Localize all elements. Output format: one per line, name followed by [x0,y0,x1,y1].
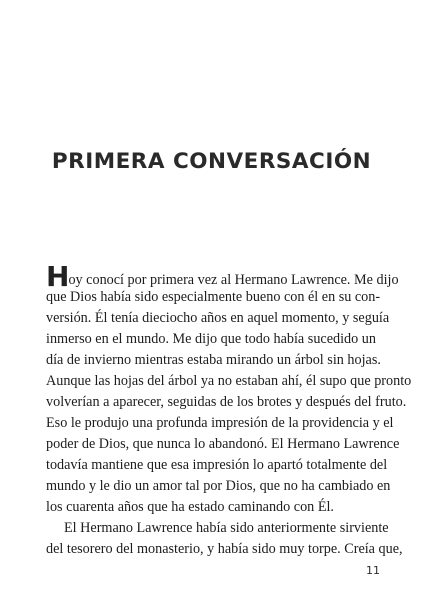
text-line: inmerso en el mundo. Me dijo que todo había sucedido un [46,331,376,347]
text-line: todavía mantiene que esa impresión lo apartó totalmente del [46,457,388,473]
text-line: versión. Él tenía dieciocho años en aquel momento, y seguía [46,310,390,326]
text-line-content: El Hermano Lawrence había sido anteriormente sirviente [64,520,389,536]
text-line: mundo y le dio un amor tal por Dios, que no ha cambiado en [46,478,391,494]
drop-cap: H [46,260,69,293]
text-line: los cuarenta años que ha estado caminando con Él. [46,499,334,515]
text-line: poder de Dios, que nunca lo abandonó. El Hermano Lawrence [46,436,400,452]
text-line-content: oy conocí por primera vez al Hermano Lawrence. Me dijo [68,272,399,288]
text-line: del tesorero del monasterio, y había sido muy torpe. Creía que, [46,541,403,557]
paragraph-1 [46,260,412,518]
text-line: Aunque las hojas del árbol ya no estaban ahí, él supo que pronto [46,373,412,389]
page-number: 11 [366,564,380,577]
text-line [46,518,389,539]
text-line: Eso le produjo una profunda impresión de la providencia y el [46,415,394,431]
chapter-title: PRIMERA CONVERSACIÓN [51,149,372,174]
text-line: día de invierno mientras estaba mirando un árbol sin hojas. [46,352,381,368]
body-text [46,260,412,560]
paragraph-2 [46,518,403,560]
text-line [46,260,399,293]
text-line: volverían a aparecer, seguidas de los brotes y después del fruto. [46,394,407,410]
text-line: que Dios había sido especialmente bueno con él en su con- [46,289,381,305]
